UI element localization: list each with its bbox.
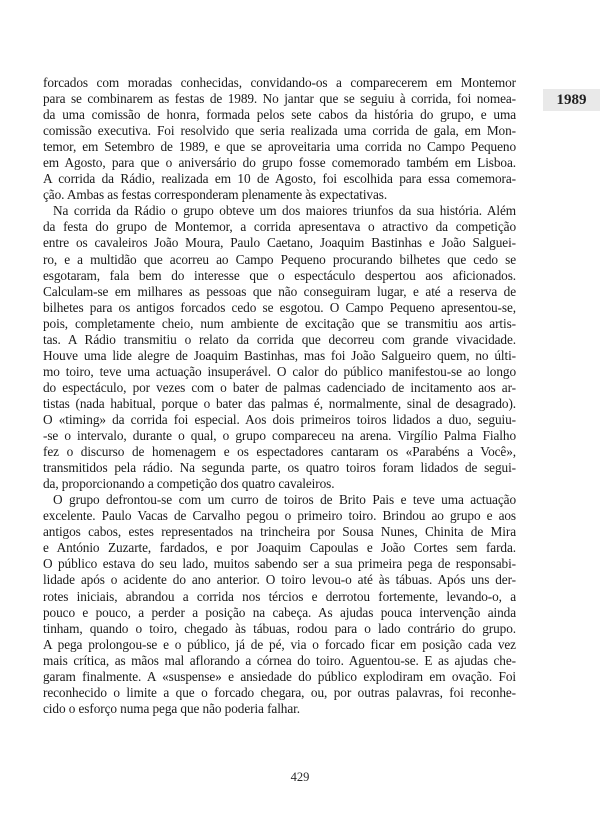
text-line: mais crítica, as mãos mal aflorando a córnea do toiro. Aguentou-se. E as ajudas che- [43, 652, 516, 668]
text-line: esgotaram, fala bem do interesse que o espectáculo despertou aos aficionados. [43, 267, 516, 283]
text-line: lidade após o acidente do ano anterior. O toiro levou-o até às tábuas. Após uns der- [43, 572, 516, 588]
text-line: entre os cavaleiros João Moura, Paulo Caetano, Joaquim Bastinhas e João Salguei- [43, 235, 516, 251]
text-line: e António Zuzarte, fardados, e por Joaquim Capoulas e João Cortes sem farda. [43, 540, 516, 556]
text-line: da uma comissão de honra, formada pelos sete cabos da história do grupo, e uma [43, 107, 516, 123]
paragraph [43, 203, 516, 492]
text-line: O grupo defrontou-se com um curro de toiros de Brito Pais e teve uma actuação [53, 492, 516, 508]
text-line: excelente. Paulo Vacas de Carvalho pegou o primeiro toiro. Brindou ao grupo e aos [43, 508, 516, 524]
page-number: 429 [290, 770, 310, 784]
text-line: mo toiro, teve uma actuação insuperável. O calor do público manifestou-se ao longo [43, 363, 516, 379]
text-line: ção. Ambas as festas corresponderam plenamente às expectativas. [43, 187, 388, 203]
paragraph [43, 75, 516, 203]
text-line: -se o intervalo, durante o qual, o grupo compareceu na arena. Virgílio Palma Fialho [43, 428, 516, 444]
text-line: reconhecido o limite a que o forcado chegara, ou, por outras palavras, foi reconhe- [43, 684, 516, 700]
text-line: rotes iniciais, abrandou a corrida nos tércios e derrotou fortemente, levando-o, a [43, 588, 516, 604]
text-line: da festa do grupo de Montemor, a corrida apresentava o atractivo da competição [43, 219, 516, 235]
text-line: tistas (nada habitual, porque o bater das palmas é, normalmente, sinal de desagrado). [43, 395, 516, 411]
text-line: Calculam-se em milhares as pessoas que não conseguiram lugar, e até a reserva de [43, 283, 516, 299]
text-line: garam finalmente. A «suspense» e ansiedade do público explodiram em ovação. Foi [43, 668, 516, 684]
text-line: fez o discurso de homenagem e os espectadores cantaram os «Parabéns a Você», [43, 444, 516, 460]
body-text [43, 75, 516, 717]
text-line: A pega prolongou-se e o público, já de pé, via o forcado ficar em posição cada vez [43, 636, 516, 652]
paragraph [43, 492, 516, 717]
text-line: transmitidos pela rádio. Na segunda parte, os quatro toiros foram lidados de segui- [43, 460, 516, 476]
text-line: pois, completamente cheio, num ambiente de excitação que se transmitiu aos artis- [43, 315, 516, 331]
text-line: Houve uma lide alegre de Joaquim Bastinhas, mas foi João Salgueiro quem, no últi- [43, 347, 516, 363]
text-line: ro, e a multidão que acorreu ao Campo Pequeno procurando bilhetes que cedo se [43, 251, 516, 267]
text-line: A corrida da Rádio, realizada em 10 de Agosto, foi escolhida para essa comemora- [43, 171, 516, 187]
text-line: pouco e pouco, a perder a posição na cabeça. As ajudas pouca intervenção ainda [43, 604, 516, 620]
margin-year-tab: 1989 [543, 89, 600, 111]
text-line: do espectáculo, por vezes com o bater de palmas cadenciado de incitamento aos ar- [43, 379, 516, 395]
text-line: para se combinarem as festas de 1989. No jantar que se seguiu à corrida, foi nomea- [43, 91, 516, 107]
text-line: da, proporcionando a competição dos quatro cavaleiros. [43, 476, 335, 492]
text-line: em Agosto, para que o aniversário do grupo fosse comemorado também em Lisboa. [43, 155, 516, 171]
text-line: Na corrida da Rádio o grupo obteve um dos maiores triunfos da sua história. Além [53, 203, 516, 219]
text-line: comissão executiva. Foi resolvido que seria realizada uma corrida de gala, em Mon- [43, 123, 516, 139]
text-line: cido o esforço numa pega que não poderia falhar. [43, 700, 300, 716]
text-line: O «timing» da corrida foi especial. Aos dois primeiros toiros lidados a duo, seguiu- [43, 411, 516, 427]
text-line: antigos cabos, estes representados na trincheira por Sousa Nunes, Chinita de Mira [43, 524, 516, 540]
text-line: bilhetes para os antigos forcados cedo se esgotou. O Campo Pequeno apresentou-se, [43, 299, 516, 315]
text-line: forcados com moradas conhecidas, convidando-os a comparecerem em Montemor [43, 75, 516, 90]
text-line: tinham, quando o toiro, chegado às tábuas, rodou para o lado contrário do grupo. [43, 620, 516, 636]
text-line: O público estava do seu lado, muitos sabendo ser a sua primeira pega de responsabi- [43, 556, 516, 572]
text-line: tas. A Rádio transmitiu o relato da corrida que decorreu com grande vivacidade. [43, 331, 516, 347]
text-line: temor, em Setembro de 1989, e que se aproveitaria uma corrida no Campo Pequeno [43, 139, 516, 155]
